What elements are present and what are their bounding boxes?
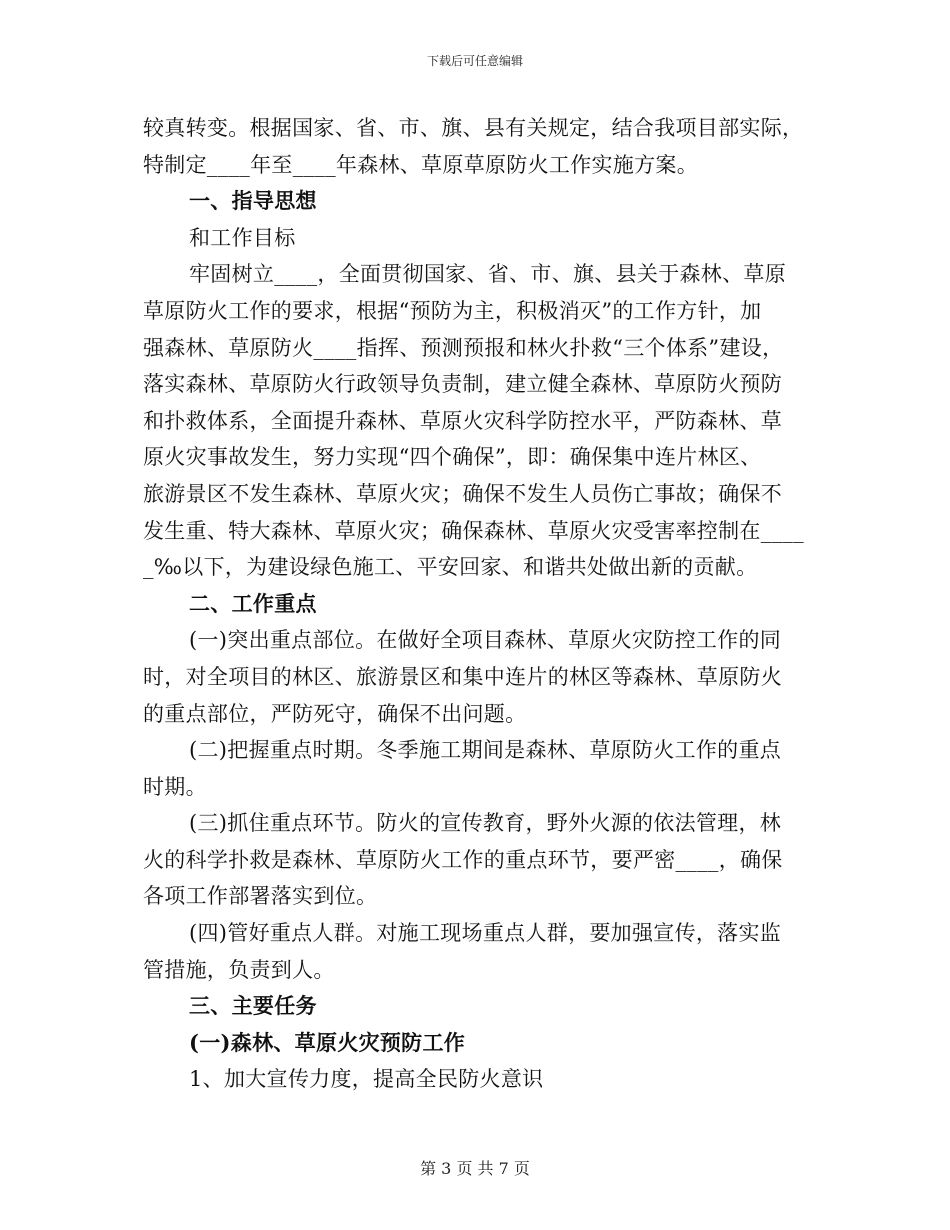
paragraph-line: 时，对全项目的林区、旅游景区和集中连片的林区等森林、草原防火 [143,664,782,689]
section-heading-main-tasks: 三、主要任务 [189,993,317,1019]
paragraph-line: 较真转变。根据国家、省、市、旗、县有关规定，结合我项目部实际， [143,116,804,140]
paragraph-line: 和工作目标 [189,225,296,250]
paragraph-line: 旅游景区不发生森林、草原火灾；确保不发生人员伤亡事故；确保不 [143,481,782,506]
paragraph-line: 管措施，负责到人。 [143,957,335,982]
paragraph-line: 原火灾事故发生，努力实现“四个确保”，即：确保集中连片林区、 [143,445,762,470]
paragraph-line: _‰以下，为建设绿色施工、平安回家、和谐共处做出新的贡献。 [143,555,758,580]
paragraph-line: (一)突出重点部位。在做好全项目森林、草原火灾防控工作的同 [189,628,782,653]
section-heading-work-focus: 二、工作重点 [189,590,317,616]
paragraph-line: 时期。 [143,774,207,799]
page-header-note: 下载后可任意编辑 [426,54,523,68]
paragraph-line: 和扑救体系，全面提升森林、草原火灾科学防控水平，严防森林、草 [143,408,782,433]
paragraph-line: 落实森林、草原防火行政领导负责制，建立健全森林、草原防火预防 [143,372,782,397]
paragraph-line: (四)管好重点人群。对施工现场重点人群，要加强宣传，落实监 [189,921,782,946]
paragraph-line: 发生重、特大森林、草原火灾；确保森林、草原火灾受害率控制在____ [143,518,804,543]
document-body [143,110,809,1098]
paragraph-line: (二)把握重点时期。冬季施工期间是森林、草原防火工作的重点 [189,738,782,763]
paragraph-line: 牢固树立____，全面贯彻国家、省、市、旗、县关于森林、草原 [189,262,786,287]
paragraph-line: (三)抓住重点环节。防火的宣传教育，野外火源的依法管理，林 [189,811,782,836]
paragraph-line: 火的科学扑救是森林、草原防火工作的重点环节，要严密____，确保 [143,847,783,872]
subsection-heading-fire-prevention: (一)森林、草原火灾预防工作 [189,1029,466,1055]
section-heading-guiding-ideology: 一、指导思想 [189,188,317,214]
paragraph-line: 各项工作部署落实到位。 [143,884,378,909]
paragraph-line: 草原防火工作的要求，根据“预防为主，积极消灭”的工作方针，加 [143,298,762,323]
paragraph-line: 特制定____年至____年森林、草原草原防火工作实施方案。 [143,152,698,177]
paragraph-line: 强森林、草原防火____指挥、预测预报和林火扑救“三个体系”建设， [143,335,784,360]
paragraph-line: 的重点部位，严防死守，确保不出问题。 [143,701,527,726]
page-number: 第 3 页 共 7 页 [420,1159,530,1178]
paragraph-line: 1、加大宣传力度，提高全民防火意识 [189,1067,544,1092]
